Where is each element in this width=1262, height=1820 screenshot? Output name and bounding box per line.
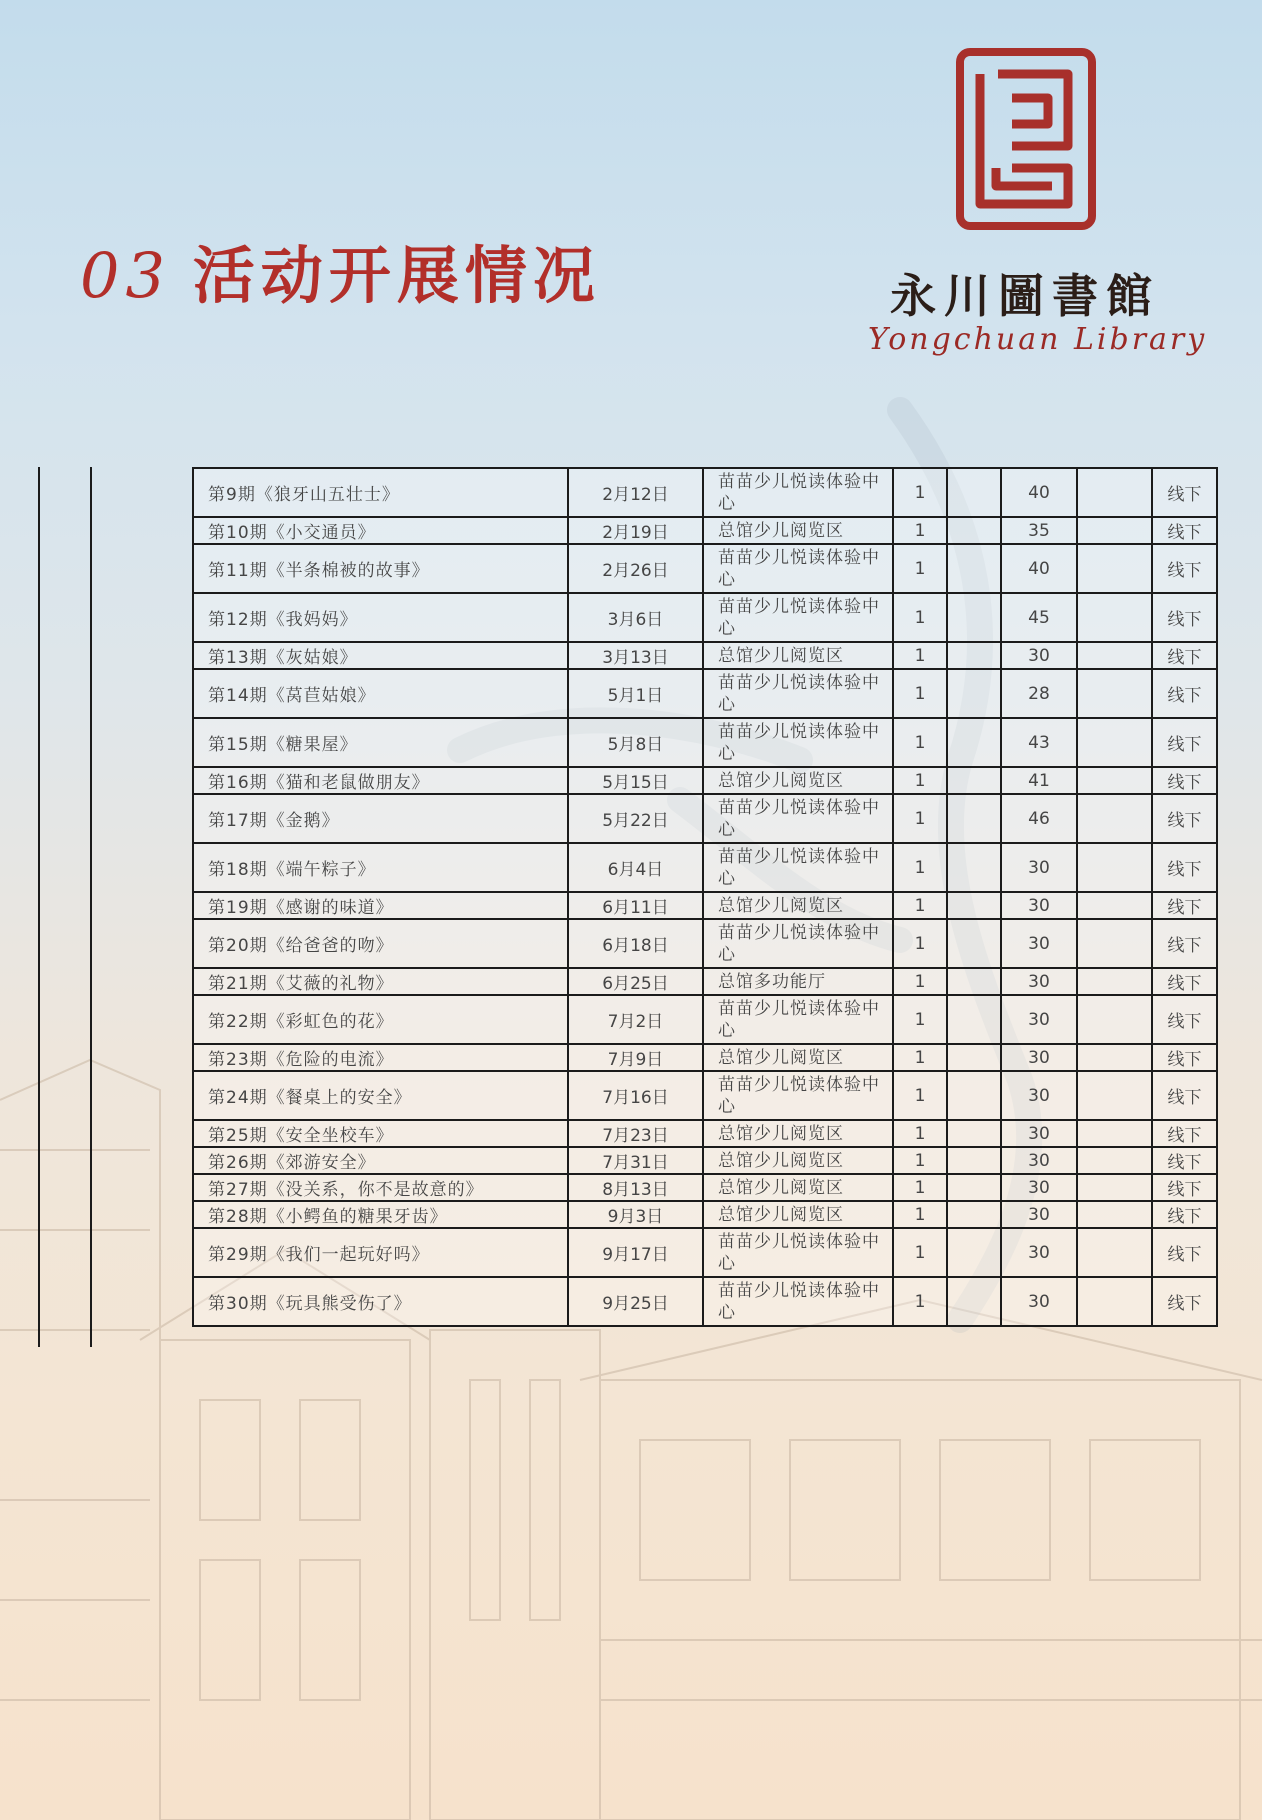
activity-date: 7月9日 <box>568 1044 703 1071</box>
activity-date: 3月6日 <box>568 593 703 642</box>
activity-name: 第24期《餐桌上的安全》 <box>193 1071 568 1120</box>
activity-name: 第9期《狼牙山五壮士》 <box>193 468 568 517</box>
activity-count: 1 <box>893 1228 947 1277</box>
activity-count: 1 <box>893 919 947 968</box>
table-row <box>193 642 1217 669</box>
activity-participants: 30 <box>1001 1277 1077 1326</box>
empty-cell <box>1077 642 1152 669</box>
activity-name: 第15期《糖果屋》 <box>193 718 568 767</box>
activity-count: 1 <box>893 1174 947 1201</box>
activity-count: 1 <box>893 517 947 544</box>
activity-participants: 30 <box>1001 892 1077 919</box>
activity-location: 总馆少儿阅览区 <box>703 1201 893 1228</box>
activity-count: 1 <box>893 767 947 794</box>
empty-cell <box>947 794 1001 843</box>
empty-cell <box>1077 468 1152 517</box>
empty-cell <box>1077 669 1152 718</box>
activity-count: 1 <box>893 794 947 843</box>
empty-cell <box>1077 1277 1152 1326</box>
activity-location: 苗苗少儿悦读体验中心 <box>703 1228 893 1277</box>
activity-name: 第30期《玩具熊受伤了》 <box>193 1277 568 1326</box>
activity-name: 第16期《猫和老鼠做朋友》 <box>193 767 568 794</box>
table-row <box>193 1147 1217 1174</box>
library-name-cn: 永川圖書館 <box>890 269 1160 323</box>
empty-cell <box>947 1201 1001 1228</box>
activity-mode: 线下 <box>1152 1201 1217 1228</box>
activity-mode: 线下 <box>1152 669 1217 718</box>
activity-participants: 30 <box>1001 968 1077 995</box>
activity-location: 苗苗少儿悦读体验中心 <box>703 669 893 718</box>
activity-participants: 40 <box>1001 544 1077 593</box>
table-row <box>193 1044 1217 1071</box>
activity-mode: 线下 <box>1152 1044 1217 1071</box>
activity-location: 苗苗少儿悦读体验中心 <box>703 544 893 593</box>
activity-date: 7月2日 <box>568 995 703 1044</box>
activity-mode: 线下 <box>1152 1277 1217 1326</box>
activity-location: 总馆少儿阅览区 <box>703 517 893 544</box>
activity-participants: 45 <box>1001 593 1077 642</box>
activity-participants: 30 <box>1001 1044 1077 1071</box>
section-heading <box>80 226 601 315</box>
activity-mode: 线下 <box>1152 843 1217 892</box>
activity-participants: 41 <box>1001 767 1077 794</box>
activity-mode: 线下 <box>1152 718 1217 767</box>
activity-mode: 线下 <box>1152 468 1217 517</box>
empty-cell <box>947 1044 1001 1071</box>
activity-location: 苗苗少儿悦读体验中心 <box>703 1277 893 1326</box>
activity-participants: 30 <box>1001 1147 1077 1174</box>
activity-name: 第28期《小鳄鱼的糖果牙齿》 <box>193 1201 568 1228</box>
empty-cell <box>947 517 1001 544</box>
activity-count: 1 <box>893 669 947 718</box>
table-row <box>193 794 1217 843</box>
activity-mode: 线下 <box>1152 995 1217 1044</box>
activity-location: 苗苗少儿悦读体验中心 <box>703 468 893 517</box>
empty-cell <box>1077 767 1152 794</box>
activity-mode: 线下 <box>1152 919 1217 968</box>
activity-location: 总馆少儿阅览区 <box>703 1147 893 1174</box>
activity-participants: 43 <box>1001 718 1077 767</box>
activity-name: 第25期《安全坐校车》 <box>193 1120 568 1147</box>
activity-count: 1 <box>893 995 947 1044</box>
activity-date: 5月15日 <box>568 767 703 794</box>
activity-count: 1 <box>893 843 947 892</box>
table-row <box>193 468 1217 517</box>
activity-location: 总馆少儿阅览区 <box>703 1174 893 1201</box>
activity-mode: 线下 <box>1152 517 1217 544</box>
activity-participants: 46 <box>1001 794 1077 843</box>
activity-date: 6月11日 <box>568 892 703 919</box>
table-row <box>193 1277 1217 1326</box>
activity-mode: 线下 <box>1152 593 1217 642</box>
activity-date: 6月4日 <box>568 843 703 892</box>
activity-mode: 线下 <box>1152 1071 1217 1120</box>
empty-cell <box>1077 919 1152 968</box>
activity-location: 苗苗少儿悦读体验中心 <box>703 718 893 767</box>
table-row <box>193 1071 1217 1120</box>
empty-cell <box>947 593 1001 642</box>
activity-participants: 30 <box>1001 1174 1077 1201</box>
activity-date: 2月12日 <box>568 468 703 517</box>
activity-date: 5月1日 <box>568 669 703 718</box>
activity-location: 苗苗少儿悦读体验中心 <box>703 919 893 968</box>
empty-cell <box>1077 1201 1152 1228</box>
activity-name: 第26期《郊游安全》 <box>193 1147 568 1174</box>
activity-count: 1 <box>893 1120 947 1147</box>
empty-cell <box>1077 1071 1152 1120</box>
empty-cell <box>947 642 1001 669</box>
activity-location: 总馆多功能厅 <box>703 968 893 995</box>
activity-participants: 30 <box>1001 1071 1077 1120</box>
table-row <box>193 892 1217 919</box>
empty-cell <box>947 1147 1001 1174</box>
activity-mode: 线下 <box>1152 767 1217 794</box>
activity-date: 2月19日 <box>568 517 703 544</box>
activity-location: 总馆少儿阅览区 <box>703 892 893 919</box>
table-row <box>193 1120 1217 1147</box>
empty-cell <box>1077 718 1152 767</box>
empty-cell <box>1077 843 1152 892</box>
activity-mode: 线下 <box>1152 544 1217 593</box>
table-left-columns <box>38 467 94 1347</box>
activity-name: 第13期《灰姑娘》 <box>193 642 568 669</box>
activity-mode: 线下 <box>1152 968 1217 995</box>
activity-location: 总馆少儿阅览区 <box>703 767 893 794</box>
activity-name: 第20期《给爸爸的吻》 <box>193 919 568 968</box>
empty-cell <box>1077 544 1152 593</box>
empty-cell <box>1077 1147 1152 1174</box>
activity-location: 总馆少儿阅览区 <box>703 1120 893 1147</box>
empty-cell <box>947 1071 1001 1120</box>
activity-count: 1 <box>893 642 947 669</box>
activity-table <box>192 467 1218 1327</box>
table-row <box>193 767 1217 794</box>
empty-cell <box>1077 892 1152 919</box>
table-row <box>193 718 1217 767</box>
activity-name: 第12期《我妈妈》 <box>193 593 568 642</box>
activity-date: 9月17日 <box>568 1228 703 1277</box>
table-row <box>193 544 1217 593</box>
empty-cell <box>1077 517 1152 544</box>
activity-participants: 30 <box>1001 1120 1077 1147</box>
section-title: 活动开展情况 <box>192 239 601 312</box>
empty-cell <box>947 718 1001 767</box>
table-row <box>193 1174 1217 1201</box>
library-logo <box>864 48 1208 368</box>
activity-location: 苗苗少儿悦读体验中心 <box>703 794 893 843</box>
activity-date: 6月25日 <box>568 968 703 995</box>
library-seal-icon <box>956 48 1096 230</box>
activity-name: 第14期《莴苣姑娘》 <box>193 669 568 718</box>
activity-participants: 30 <box>1001 1228 1077 1277</box>
activity-count: 1 <box>893 892 947 919</box>
activity-location: 总馆少儿阅览区 <box>703 642 893 669</box>
activity-name: 第11期《半条棉被的故事》 <box>193 544 568 593</box>
activity-name: 第17期《金鹅》 <box>193 794 568 843</box>
empty-cell <box>947 968 1001 995</box>
empty-cell <box>947 1120 1001 1147</box>
empty-cell <box>1077 794 1152 843</box>
activity-count: 1 <box>893 718 947 767</box>
empty-cell <box>947 892 1001 919</box>
activity-count: 1 <box>893 1201 947 1228</box>
table-row <box>193 669 1217 718</box>
activity-location: 苗苗少儿悦读体验中心 <box>703 593 893 642</box>
activity-count: 1 <box>893 544 947 593</box>
activity-mode: 线下 <box>1152 892 1217 919</box>
activity-name: 第19期《感谢的味道》 <box>193 892 568 919</box>
activity-mode: 线下 <box>1152 1120 1217 1147</box>
empty-cell <box>1077 1174 1152 1201</box>
empty-cell <box>947 1277 1001 1326</box>
empty-cell <box>947 1228 1001 1277</box>
activity-count: 1 <box>893 1147 947 1174</box>
activity-date: 2月26日 <box>568 544 703 593</box>
activity-location: 苗苗少儿悦读体验中心 <box>703 995 893 1044</box>
empty-cell <box>947 669 1001 718</box>
table-row <box>193 995 1217 1044</box>
activity-name: 第27期《没关系，你不是故意的》 <box>193 1174 568 1201</box>
activity-name: 第10期《小交通员》 <box>193 517 568 544</box>
empty-cell <box>1077 995 1152 1044</box>
table-row <box>193 593 1217 642</box>
activity-date: 7月16日 <box>568 1071 703 1120</box>
activity-name: 第18期《端午粽子》 <box>193 843 568 892</box>
activity-name: 第23期《危险的电流》 <box>193 1044 568 1071</box>
activity-count: 1 <box>893 1044 947 1071</box>
activity-date: 9月3日 <box>568 1201 703 1228</box>
table-row <box>193 919 1217 968</box>
empty-cell <box>1077 593 1152 642</box>
activity-date: 5月22日 <box>568 794 703 843</box>
activity-location: 苗苗少儿悦读体验中心 <box>703 1071 893 1120</box>
empty-cell <box>1077 968 1152 995</box>
section-number: 03 <box>80 239 171 312</box>
activity-participants: 30 <box>1001 1201 1077 1228</box>
activity-mode: 线下 <box>1152 642 1217 669</box>
empty-cell <box>1077 1044 1152 1071</box>
empty-cell <box>947 544 1001 593</box>
activity-participants: 35 <box>1001 517 1077 544</box>
activity-date: 7月23日 <box>568 1120 703 1147</box>
empty-cell <box>947 1174 1001 1201</box>
activity-count: 1 <box>893 593 947 642</box>
table-left-border <box>38 467 40 1347</box>
activity-participants: 30 <box>1001 642 1077 669</box>
empty-cell <box>947 767 1001 794</box>
activity-count: 1 <box>893 1277 947 1326</box>
table-row <box>193 843 1217 892</box>
activity-date: 9月25日 <box>568 1277 703 1326</box>
activity-location: 总馆少儿阅览区 <box>703 1044 893 1071</box>
activity-date: 8月13日 <box>568 1174 703 1201</box>
empty-cell <box>1077 1120 1152 1147</box>
empty-cell <box>1077 1228 1152 1277</box>
empty-cell <box>947 995 1001 1044</box>
activity-date: 6月18日 <box>568 919 703 968</box>
empty-cell <box>947 919 1001 968</box>
activity-date: 3月13日 <box>568 642 703 669</box>
activity-mode: 线下 <box>1152 794 1217 843</box>
activity-location: 苗苗少儿悦读体验中心 <box>703 843 893 892</box>
activity-count: 1 <box>893 1071 947 1120</box>
empty-cell <box>947 843 1001 892</box>
table-row <box>193 517 1217 544</box>
activity-participants: 40 <box>1001 468 1077 517</box>
activity-participants: 30 <box>1001 843 1077 892</box>
activity-name: 第29期《我们一起玩好吗》 <box>193 1228 568 1277</box>
empty-cell <box>947 468 1001 517</box>
table-inner-border <box>90 467 92 1347</box>
activity-table-body <box>193 468 1217 1326</box>
activity-mode: 线下 <box>1152 1147 1217 1174</box>
activity-participants: 30 <box>1001 995 1077 1044</box>
table-row <box>193 1228 1217 1277</box>
activity-mode: 线下 <box>1152 1228 1217 1277</box>
activity-participants: 30 <box>1001 919 1077 968</box>
activity-count: 1 <box>893 468 947 517</box>
activity-count: 1 <box>893 968 947 995</box>
table-row <box>193 968 1217 995</box>
activity-date: 7月31日 <box>568 1147 703 1174</box>
activity-name: 第21期《艾薇的礼物》 <box>193 968 568 995</box>
activity-participants: 28 <box>1001 669 1077 718</box>
activity-mode: 线下 <box>1152 1174 1217 1201</box>
activity-name: 第22期《彩虹色的花》 <box>193 995 568 1044</box>
table-row <box>193 1201 1217 1228</box>
activity-date: 5月8日 <box>568 718 703 767</box>
library-name-en: Yongchuan Library <box>868 322 1208 357</box>
